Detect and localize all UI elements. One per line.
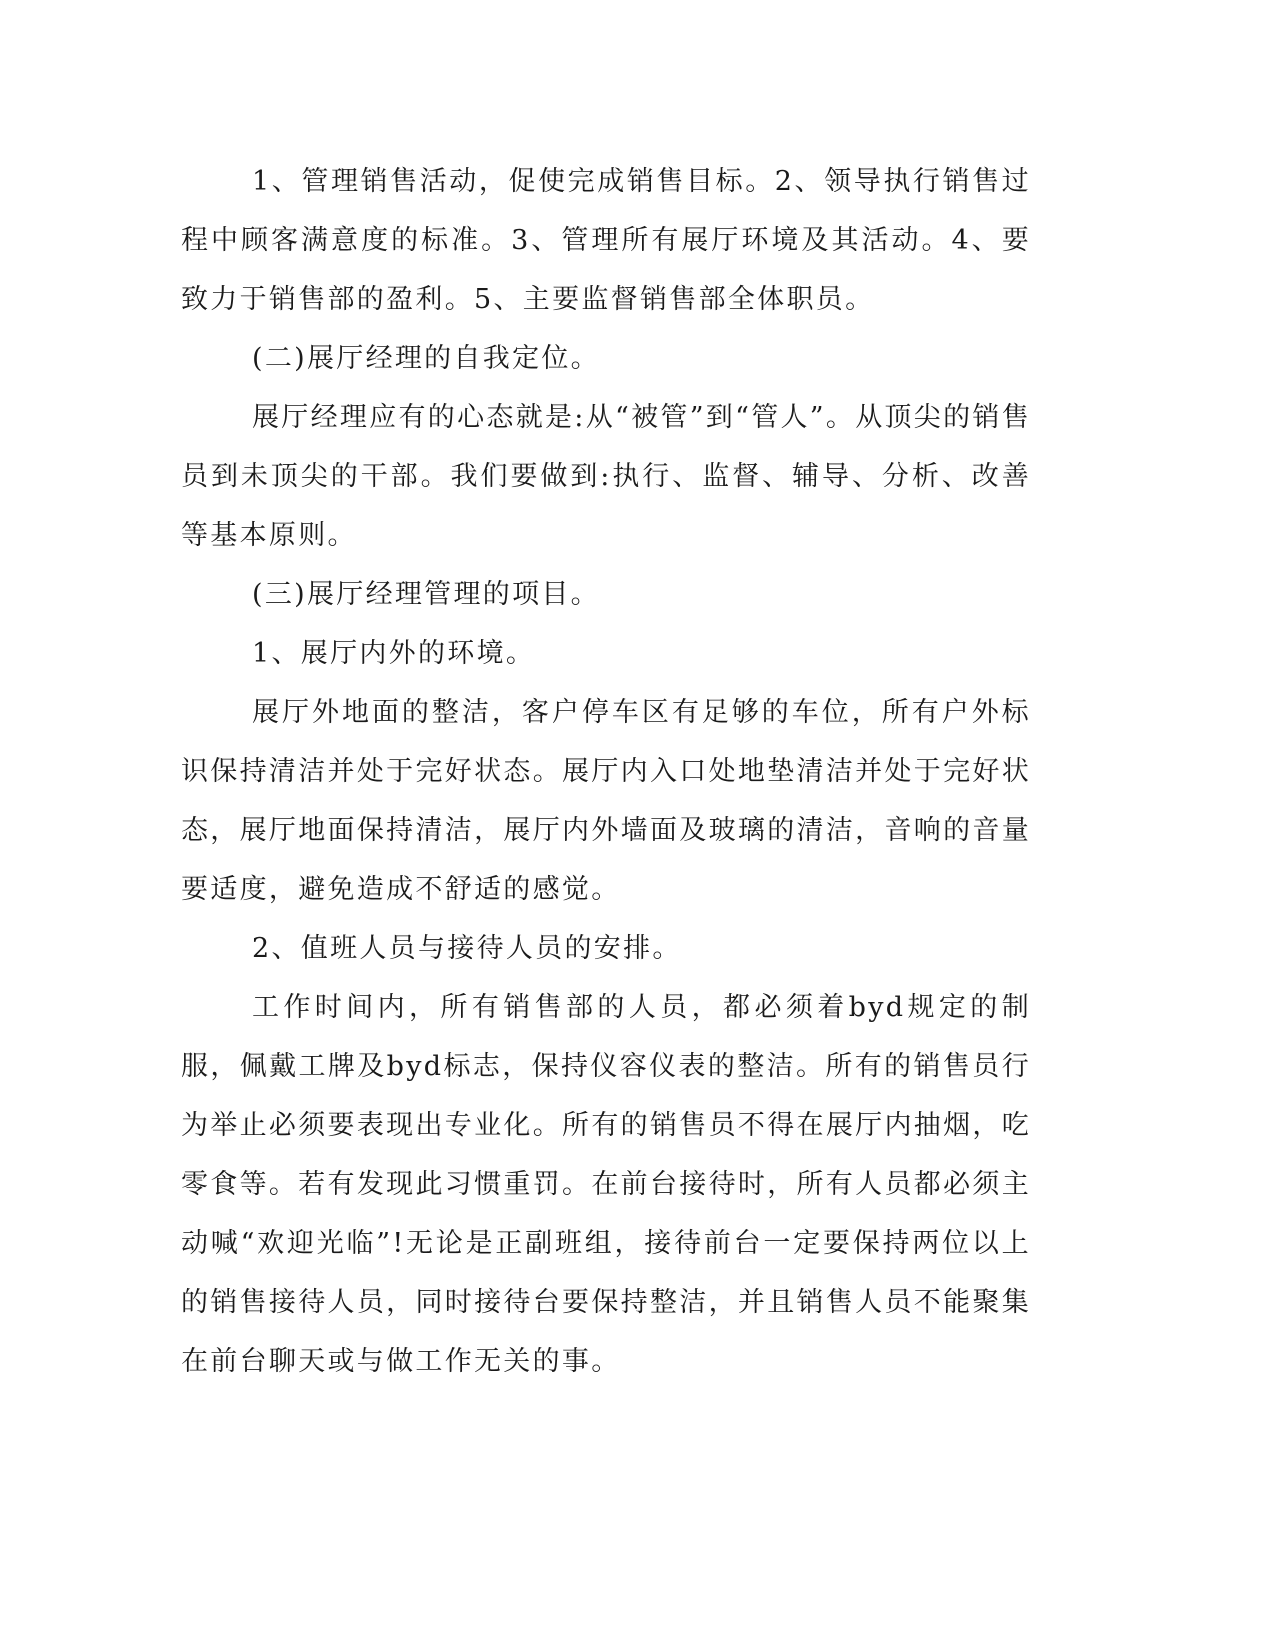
document-page [181, 152, 1031, 1391]
paragraph-environment: 展厅外地面的整洁，客户停车区有足够的车位，所有户外标识保持清洁并处于完好状态。展厅内入口处地垫清洁并处于完好状态，展厅地面保持清洁，展厅内外墙面及玻璃的清洁，音响的音量要适度，避免造成不舒适的感觉。 [181, 697, 1031, 905]
subheading-environment: 1、展厅内外的环境。 [252, 638, 536, 669]
paragraph-manager-duties: 1、管理销售活动，促使完成销售目标。2、领导执行销售过程中顾客满意度的标准。3、管理所有展厅环境及其活动。4、要致力于销售部的盈利。5、主要监督销售部全体职员。 [181, 166, 1031, 315]
paragraph-staff-rules: 工作时间内，所有销售部的人员，都必须着byd规定的制服，佩戴工牌及byd标志，保持仪容仪表的整洁。所有的销售员行为举止必须要表现出专业化。所有的销售员不得在展厅内抽烟，吃零食等。若有发现此习惯重罚。在前台接待时，所有人员都必须主动喊“欢迎光临”!无论是正副班组，接待前台一定要保持两位以上的销售接待人员，同时接待台要保持整洁，并且销售人员不能聚集在前台聊天或与做工作无关的事。 [181, 992, 1031, 1377]
heading-self-positioning: (二)展厅经理的自我定位。 [252, 343, 600, 374]
heading-management-items: (三)展厅经理管理的项目。 [252, 579, 600, 610]
subheading-staff-arrangement: 2、值班人员与接待人员的安排。 [252, 933, 682, 964]
paragraph-mindset: 展厅经理应有的心态就是:从“被管”到“管人”。从顶尖的销售员到未顶尖的干部。我们要做到:执行、监督、辅导、分析、改善等基本原则。 [181, 402, 1032, 551]
